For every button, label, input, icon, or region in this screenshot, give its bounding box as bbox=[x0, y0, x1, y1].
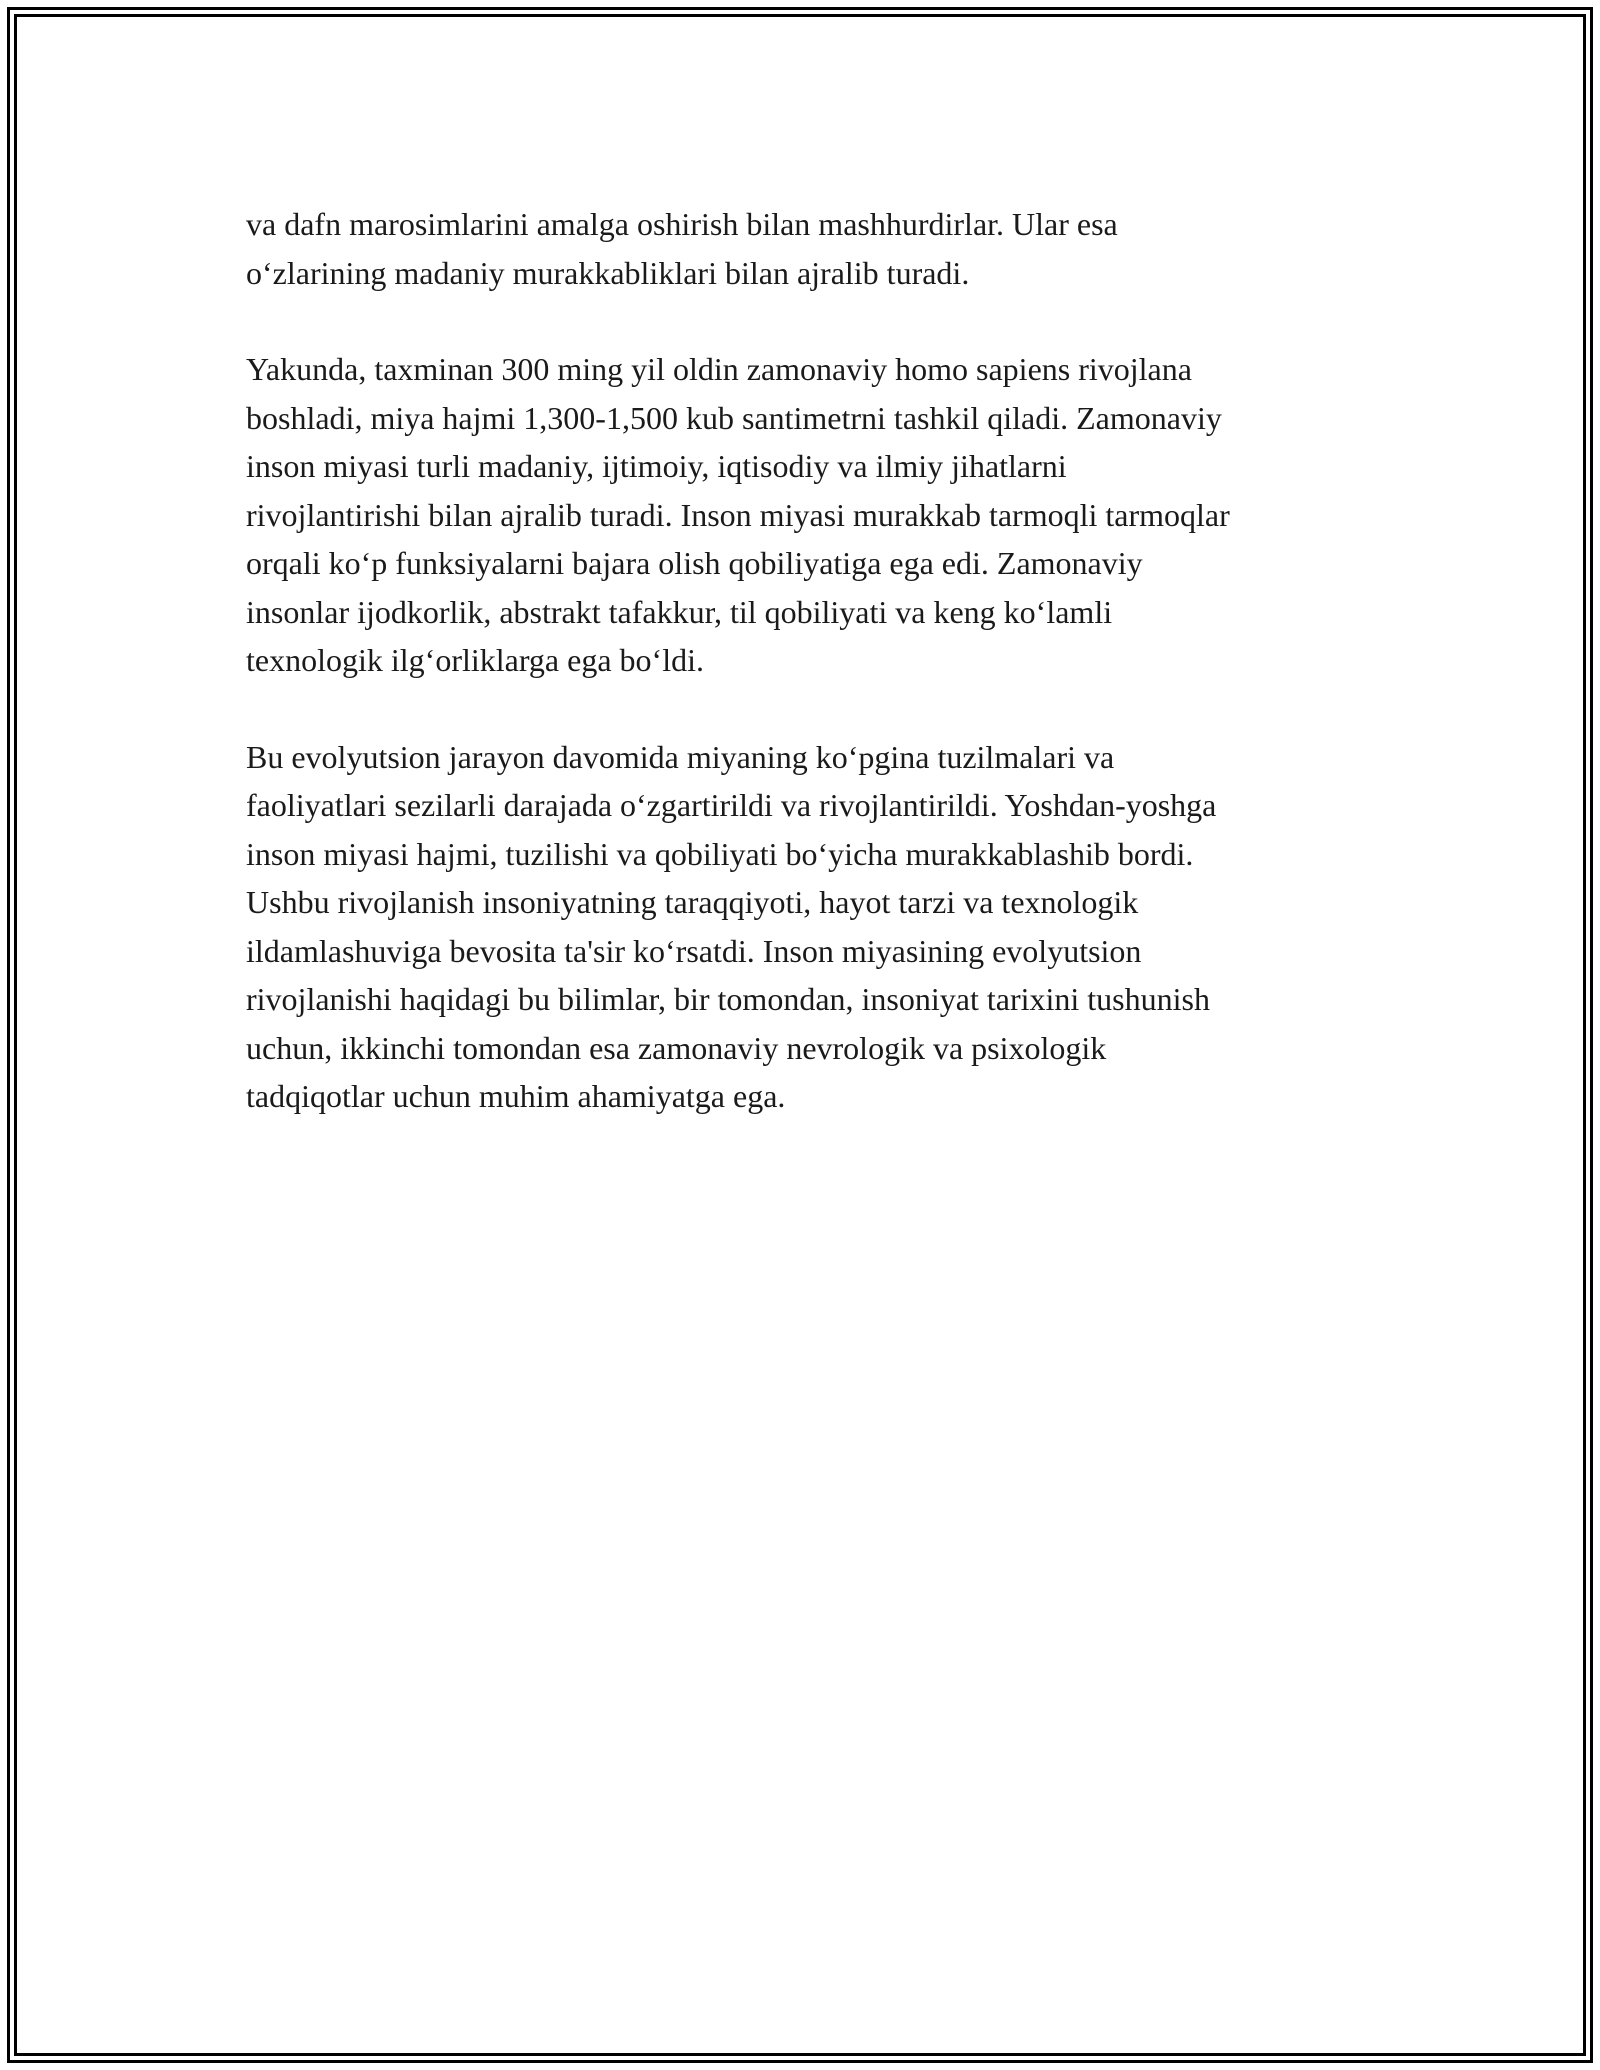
page-border bbox=[7, 7, 1593, 2063]
text-line: tadqiqotlar uchun muhim ahamiyatga ega. bbox=[246, 1078, 786, 1114]
text-line: texnologik ilg‘orliklarga ega bo‘ldi. bbox=[246, 642, 704, 678]
text-line: ildamlashuviga bevosita ta'sir ko‘rsatdi. Inson miyasining evolyutsion bbox=[246, 932, 1142, 969]
paragraph-2 bbox=[246, 345, 1386, 685]
text-line: faoliyatlari sezilarli darajada o‘zgartirildi va rivojlantirildi. Yoshdan-yoshga bbox=[246, 787, 1217, 823]
text-line: Ushbu rivojlanish insoniyatning taraqqiyoti, hayot tarzi va texnologik bbox=[246, 884, 1139, 920]
text-line: rivojlanishi haqidagi bu bilimlar, bir tomondan, insoniyat tarixini tushunish bbox=[246, 981, 1210, 1017]
text-line: boshladi, miya hajmi 1,300-1,500 kub santimetrni tashkil qiladi. Zamonaviy bbox=[246, 399, 1222, 436]
text-line: o‘zlarining madaniy murakkabliklari bilan ajralib turadi. bbox=[246, 254, 970, 291]
text-line: rivojlantirishi bilan ajralib turadi. Inson miyasi murakkab tarmoqli tarmoqlar bbox=[246, 496, 1230, 533]
paragraph-3 bbox=[246, 733, 1386, 1121]
text-line: insonlar ijodkorlik, abstrakt tafakkur, til qobiliyati va keng ko‘lamli bbox=[246, 593, 1113, 630]
text-line: Bu evolyutsion jarayon davomida miyaning ko‘pgina tuzilmalari va bbox=[246, 738, 1115, 775]
text-line: orqali ko‘p funksiyalarni bajara olish qobiliyatiga ega edi. Zamonaviy bbox=[246, 545, 1143, 581]
document-body bbox=[246, 200, 1386, 1169]
text-line: inson miyasi turli madaniy, ijtimoiy, iqtisodiy va ilmiy jihatlarni bbox=[246, 448, 1067, 484]
paragraph-1 bbox=[246, 200, 1386, 297]
text-line: inson miyasi hajmi, tuzilishi va qobiliyati bo‘yicha murakkablashib bordi. bbox=[246, 835, 1194, 872]
text-line: va dafn marosimlarini amalga oshirish bilan mashhurdirlar. Ular esa bbox=[246, 206, 1118, 242]
text-line: Yakunda, taxminan 300 ming yil oldin zamonaviy homo sapiens rivojlana bbox=[246, 351, 1192, 387]
text-line: uchun, ikkinchi tomondan esa zamonaviy nevrologik va psixologik bbox=[246, 1029, 1107, 1066]
